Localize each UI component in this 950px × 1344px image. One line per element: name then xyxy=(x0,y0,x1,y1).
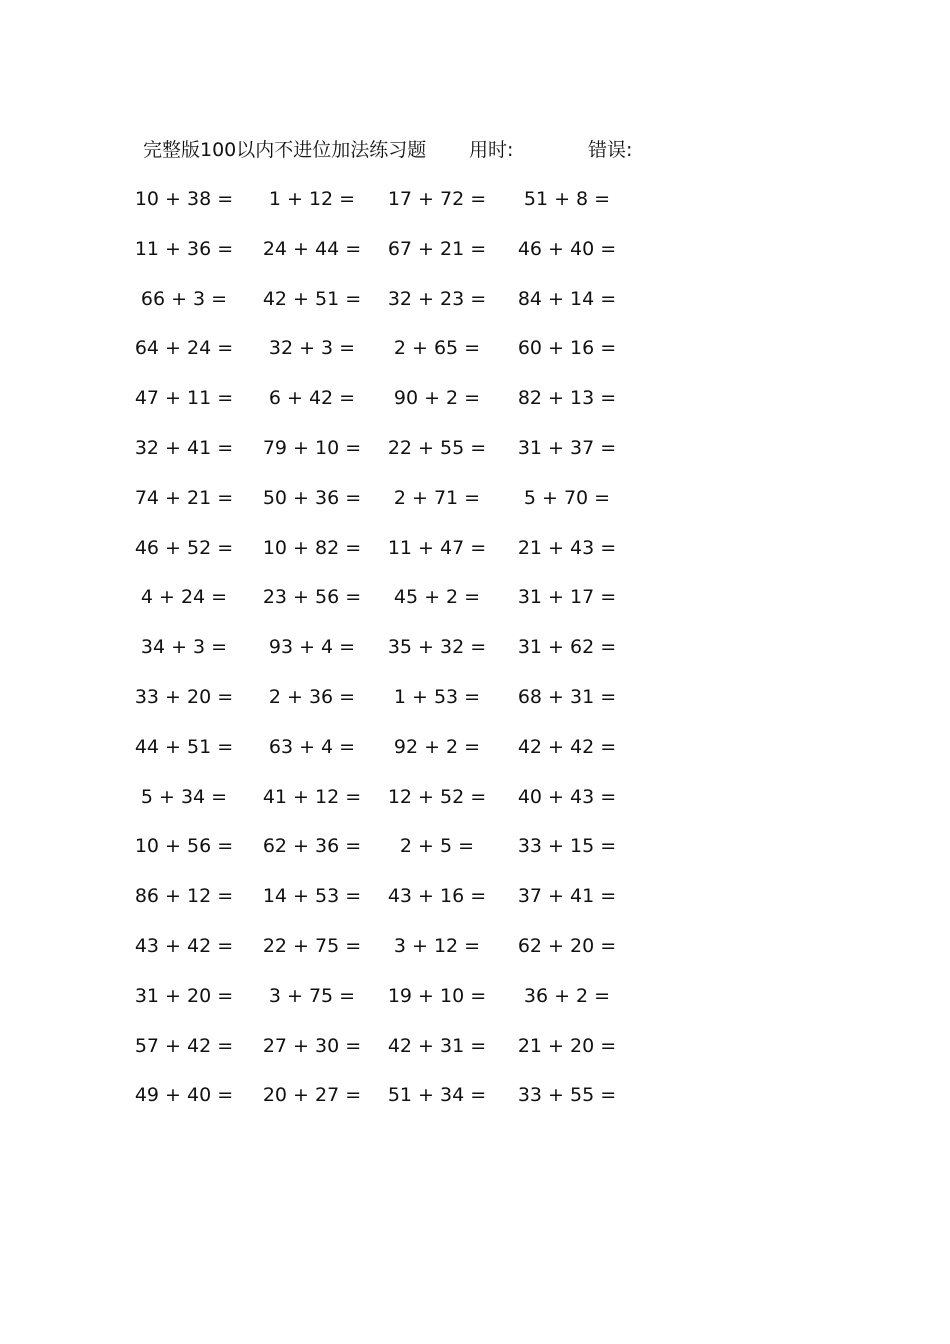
problem-r19-c2: 20 + 27 = xyxy=(262,1084,362,1106)
problem-r10-c1: 34 + 3 = xyxy=(140,636,228,658)
error-label: 错误: xyxy=(588,139,633,161)
problem-r11-c3: 1 + 53 = xyxy=(393,686,481,708)
problem-r19-c1: 49 + 40 = xyxy=(134,1084,234,1106)
problem-r12-c4: 42 + 42 = xyxy=(517,736,617,758)
problem-r14-c3: 2 + 5 = xyxy=(399,835,475,857)
problem-r18-c4: 21 + 20 = xyxy=(517,1035,617,1057)
problem-r16-c2: 22 + 75 = xyxy=(262,935,362,957)
problem-r4-c4: 60 + 16 = xyxy=(517,337,617,359)
problem-r16-c4: 62 + 20 = xyxy=(517,935,617,957)
problem-r17-c4: 36 + 2 = xyxy=(523,985,611,1007)
problem-r5-c3: 90 + 2 = xyxy=(393,387,481,409)
problem-r3-c3: 32 + 23 = xyxy=(387,288,487,310)
problem-r10-c3: 35 + 32 = xyxy=(387,636,487,658)
problem-r6-c2: 79 + 10 = xyxy=(262,437,362,459)
problem-r5-c4: 82 + 13 = xyxy=(517,387,617,409)
problem-r12-c3: 92 + 2 = xyxy=(393,736,481,758)
problem-r12-c1: 44 + 51 = xyxy=(134,736,234,758)
problem-r18-c1: 57 + 42 = xyxy=(134,1035,234,1057)
problem-r3-c4: 84 + 14 = xyxy=(517,288,617,310)
problem-r17-c2: 3 + 75 = xyxy=(268,985,356,1007)
problem-r10-c4: 31 + 62 = xyxy=(517,636,617,658)
problem-r14-c1: 10 + 56 = xyxy=(134,835,234,857)
problem-r6-c3: 22 + 55 = xyxy=(387,437,487,459)
problem-r16-c1: 43 + 42 = xyxy=(134,935,234,957)
problem-r13-c2: 41 + 12 = xyxy=(262,786,362,808)
problem-r8-c3: 11 + 47 = xyxy=(387,537,487,559)
problem-r18-c2: 27 + 30 = xyxy=(262,1035,362,1057)
problem-r19-c4: 33 + 55 = xyxy=(517,1084,617,1106)
problem-r11-c1: 33 + 20 = xyxy=(134,686,234,708)
problem-r18-c3: 42 + 31 = xyxy=(387,1035,487,1057)
problem-r8-c4: 21 + 43 = xyxy=(517,537,617,559)
problem-r8-c2: 10 + 82 = xyxy=(262,537,362,559)
problem-r1-c2: 1 + 12 = xyxy=(268,188,356,210)
problem-r1-c1: 10 + 38 = xyxy=(134,188,234,210)
problem-r2-c3: 67 + 21 = xyxy=(387,238,487,260)
problem-r9-c3: 45 + 2 = xyxy=(393,586,481,608)
problem-r2-c1: 11 + 36 = xyxy=(134,238,234,260)
time-label: 用时: xyxy=(469,139,514,161)
problem-r4-c2: 32 + 3 = xyxy=(268,337,356,359)
problem-r11-c4: 68 + 31 = xyxy=(517,686,617,708)
worksheet-title: 完整版100以内不进位加法练习题 xyxy=(143,139,427,161)
problem-r16-c3: 3 + 12 = xyxy=(393,935,481,957)
problem-r5-c2: 6 + 42 = xyxy=(268,387,356,409)
problem-r15-c1: 86 + 12 = xyxy=(134,885,234,907)
problem-r2-c4: 46 + 40 = xyxy=(517,238,617,260)
problem-r13-c3: 12 + 52 = xyxy=(387,786,487,808)
problem-r15-c3: 43 + 16 = xyxy=(387,885,487,907)
problem-r8-c1: 46 + 52 = xyxy=(134,537,234,559)
problem-r5-c1: 47 + 11 = xyxy=(134,387,234,409)
problem-r7-c2: 50 + 36 = xyxy=(262,487,362,509)
problem-r13-c4: 40 + 43 = xyxy=(517,786,617,808)
problem-r7-c4: 5 + 70 = xyxy=(523,487,611,509)
problem-r7-c3: 2 + 71 = xyxy=(393,487,481,509)
problem-r3-c1: 66 + 3 = xyxy=(140,288,228,310)
problem-r9-c2: 23 + 56 = xyxy=(262,586,362,608)
problem-r13-c1: 5 + 34 = xyxy=(140,786,228,808)
problem-r15-c4: 37 + 41 = xyxy=(517,885,617,907)
problem-r2-c2: 24 + 44 = xyxy=(262,238,362,260)
problem-r6-c4: 31 + 37 = xyxy=(517,437,617,459)
problem-r1-c3: 17 + 72 = xyxy=(387,188,487,210)
problem-r11-c2: 2 + 36 = xyxy=(268,686,356,708)
problem-r14-c2: 62 + 36 = xyxy=(262,835,362,857)
problem-r10-c2: 93 + 4 = xyxy=(268,636,356,658)
problem-r17-c3: 19 + 10 = xyxy=(387,985,487,1007)
problem-r4-c1: 64 + 24 = xyxy=(134,337,234,359)
problem-r9-c4: 31 + 17 = xyxy=(517,586,617,608)
problem-r12-c2: 63 + 4 = xyxy=(268,736,356,758)
problem-r7-c1: 74 + 21 = xyxy=(134,487,234,509)
problem-r9-c1: 4 + 24 = xyxy=(140,586,228,608)
problem-r14-c4: 33 + 15 = xyxy=(517,835,617,857)
problem-r19-c3: 51 + 34 = xyxy=(387,1084,487,1106)
problem-r6-c1: 32 + 41 = xyxy=(134,437,234,459)
problem-r1-c4: 51 + 8 = xyxy=(523,188,611,210)
problem-r15-c2: 14 + 53 = xyxy=(262,885,362,907)
problem-r17-c1: 31 + 20 = xyxy=(134,985,234,1007)
problem-r4-c3: 2 + 65 = xyxy=(393,337,481,359)
problem-r3-c2: 42 + 51 = xyxy=(262,288,362,310)
